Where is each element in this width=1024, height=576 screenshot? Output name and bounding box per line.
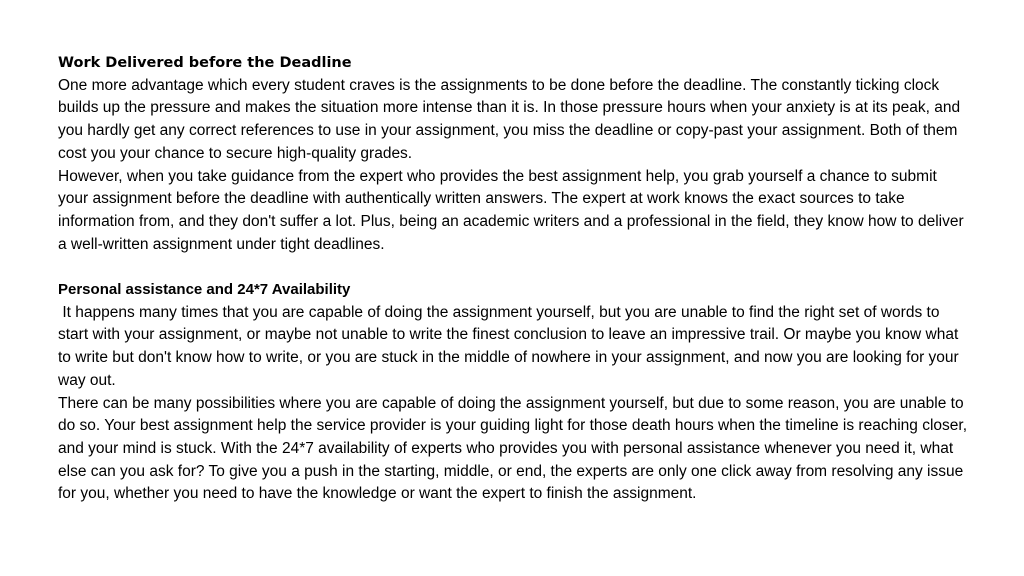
section-personal-assistance [58,279,970,506]
document-body [58,52,970,506]
section-deadline [58,52,970,256]
section-heading: Work Delivered before the Deadline [58,55,352,71]
section-heading: Personal assistance and 24*7 Availability [58,281,351,299]
paragraph: One more advantage which every student craves is the assignments to be done before the deadline. The constantly ticking clock builds up the pressure and makes the situation more intense than it is. In those pressure hours when your anxiety is at its peak, and you hardly get any correct references to use in your assignment, you miss the deadline or copy-past your assignment. Both of them cost you your chance to secure high-quality grades. [58,76,965,162]
paragraph: However, when you take guidance from the expert who provides the best assignment help, you grab yourself a chance to submit your assignment before the deadline with authentically written answers. The expert at work knows the exact sources to take information from, and they don't suffer a lot. Plus, being an academic writers and a professional in the field, they know how to deliver a well-written assignment under tight deadlines. [58,167,968,253]
section-spacer [58,256,970,279]
paragraph: It happens many times that you are capable of doing the assignment yourself, but you are unable to find the right set of words to start with your assignment, or maybe not unable to write the finest conclusion to leave an impressive trail. Or maybe you know what to write but don't know how to write, or you are stuck in the middle of nowhere in your assignment, and now you are looking for your way out. [58,303,964,389]
paragraph: There can be many possibilities where you are capable of doing the assignment yourself, but due to some reason, you are unable to do so. Your best assignment help the service provider is your guiding light for those death hours when the timeline is reaching closer, and your mind is stuck. With the 24*7 availability of experts who provides you with personal assistance whenever you need it, what else can you ask for? To give you a push in the starting, middle, or end, the experts are only one click away from resolving any issue for you, whether you need to have the knowledge or want the expert to finish the assignment. [58,394,972,503]
